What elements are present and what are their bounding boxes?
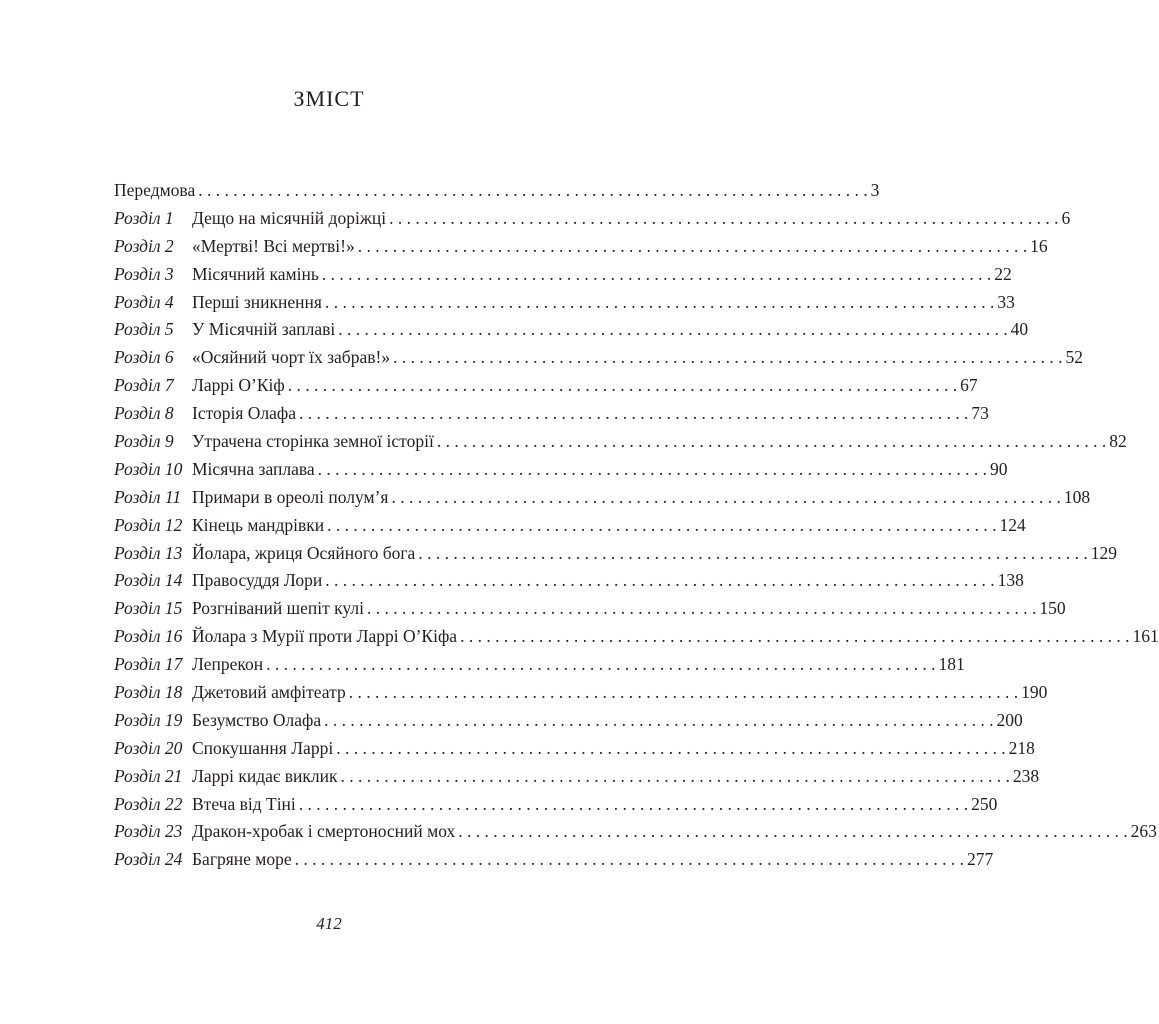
toc-entry-page: 73 xyxy=(971,403,989,424)
toc-entry-page: 218 xyxy=(1008,737,1035,758)
toc-entry-title: Ларрі О’Кіф xyxy=(192,375,285,396)
toc-entry-title: Ларрі кидає виклик xyxy=(192,765,338,786)
dot-leader xyxy=(325,292,994,312)
toc-entry-page: 3 xyxy=(870,180,880,200)
toc-entry-title: У Місячній заплаві xyxy=(192,319,336,340)
toc-entry-label: Розділ 9 xyxy=(114,431,174,452)
toc-entry-label: Розділ 3 xyxy=(114,263,174,284)
toc-entry-title: Джетовий амфітеатр xyxy=(192,682,346,703)
dot-leader xyxy=(299,794,968,814)
toc-row xyxy=(114,263,1012,292)
toc-row xyxy=(114,570,1024,598)
toc-entry-page: 108 xyxy=(1063,486,1091,507)
dot-leader xyxy=(266,654,935,674)
toc-entry-title: Кінець мандрівки xyxy=(192,514,325,535)
dot-leader xyxy=(367,598,1036,618)
toc-row xyxy=(114,682,1048,710)
dot-leader xyxy=(324,710,993,730)
toc-row xyxy=(114,347,1083,375)
toc-row xyxy=(114,291,1015,320)
toc-entry-page: 22 xyxy=(994,263,1012,284)
dot-leader xyxy=(325,570,994,590)
toc-entry-label: Розділ 6 xyxy=(114,347,174,368)
toc-entry-label: Розділ 14 xyxy=(114,570,183,591)
toc-entry-page: 190 xyxy=(1021,682,1048,703)
toc-entry-page: 124 xyxy=(999,514,1026,535)
toc-entry-title: Історія Олафа xyxy=(192,403,297,424)
toc-entry-label: Розділ 13 xyxy=(114,542,183,563)
toc-entry-label: Розділ 8 xyxy=(114,403,174,424)
toc-entry-title: Місячна заплава xyxy=(192,458,315,479)
toc-entry-label: Розділ 1 xyxy=(114,207,174,228)
toc-entry-title: Йолара, жриця Осяйного бога xyxy=(192,542,416,563)
dot-leader xyxy=(460,626,1129,646)
toc-entry-title: «Осяйний чорт їх забрав!» xyxy=(192,347,391,368)
dot-leader xyxy=(391,487,1060,507)
toc-entry-page: 263 xyxy=(1130,821,1157,842)
toc-entry-label: Розділ 10 xyxy=(114,458,183,479)
toc-entry-title: Йолара з Мурії проти Ларрі О’Кіфа xyxy=(192,626,458,647)
toc-entry-label: Розділ 21 xyxy=(114,765,183,786)
toc-row xyxy=(114,431,1127,459)
toc-entry-page: 129 xyxy=(1090,542,1117,563)
toc-entry-page: 200 xyxy=(996,709,1023,730)
toc-entry-page: 6 xyxy=(1061,207,1071,228)
page-number: 412 xyxy=(316,914,342,933)
dot-leader xyxy=(458,821,1127,841)
toc-entry-label: Розділ 7 xyxy=(114,375,174,396)
toc-entry-label: Розділ 2 xyxy=(114,235,174,256)
toc-entry-page: 16 xyxy=(1030,235,1048,256)
toc-entry-title: «Мертві! Всі мертві!» xyxy=(192,235,355,256)
toc-entry-label: Розділ 5 xyxy=(114,319,174,340)
dot-leader xyxy=(295,849,964,869)
toc-entry-label: Розділ 24 xyxy=(114,849,183,870)
dot-leader xyxy=(349,682,1018,702)
toc-row xyxy=(114,821,1157,849)
dot-leader xyxy=(322,264,991,284)
toc-entry-title: Передмова xyxy=(114,180,196,200)
dot-leader xyxy=(318,459,987,479)
toc-entry-title: Дракон-хробак і смертоносний мох xyxy=(192,821,456,842)
toc-entry-page: 181 xyxy=(938,654,965,675)
toc-row xyxy=(114,793,998,822)
toc-entry-title: Місячний камінь xyxy=(192,263,319,284)
toc-entry-label: Розділ 19 xyxy=(114,709,183,730)
toc-entry-page: 161 xyxy=(1132,626,1159,647)
toc-entry-page: 277 xyxy=(967,849,994,870)
toc-entry-title: Розгніваний шепіт кулі xyxy=(192,598,364,619)
toc-entry-page: 52 xyxy=(1065,347,1083,368)
dot-leader xyxy=(437,431,1106,451)
toc-entry-title: Безумство Олафа xyxy=(192,709,322,730)
dot-leader xyxy=(288,375,957,395)
dot-leader xyxy=(389,208,1058,228)
table-of-contents xyxy=(114,180,1159,877)
toc-row xyxy=(114,458,1008,487)
toc-row xyxy=(114,235,1048,264)
dot-leader xyxy=(393,347,1062,367)
dot-leader xyxy=(358,236,1027,256)
toc-row-preface xyxy=(114,180,880,208)
toc-entry-page: 90 xyxy=(990,458,1008,479)
toc-entry-title: Лепрекон xyxy=(192,654,264,675)
dot-leader xyxy=(336,738,1005,758)
toc-row xyxy=(114,542,1117,571)
toc-row xyxy=(114,319,1029,347)
toc-entry-label: Розділ 11 xyxy=(114,486,182,507)
toc-entry-label: Розділ 22 xyxy=(114,793,183,814)
toc-entry-title: Примари в ореолі полум’я xyxy=(192,486,389,507)
toc-entry-page: 40 xyxy=(1010,319,1029,340)
toc-row xyxy=(114,626,1159,654)
dot-leader xyxy=(418,543,1087,563)
toc-row xyxy=(114,709,1023,738)
toc-entry-title: Спокушання Ларрі xyxy=(192,737,334,758)
toc-entry-label: Розділ 16 xyxy=(114,626,183,647)
toc-entry-label: Розділ 23 xyxy=(114,821,183,842)
dot-leader xyxy=(299,403,968,423)
toc-entry-title: Втеча від Тіні xyxy=(192,793,296,814)
dot-leader xyxy=(327,515,996,535)
toc-entry-title: Правосуддя Лори xyxy=(192,570,323,591)
toc-row xyxy=(114,375,978,403)
toc-row xyxy=(114,486,1091,515)
toc-entry-label: Розділ 17 xyxy=(114,654,183,675)
toc-entry-title: Перші зникнення xyxy=(192,291,322,312)
toc-entry-label: Розділ 20 xyxy=(114,737,183,758)
toc-row xyxy=(114,207,1071,236)
toc-row xyxy=(114,849,994,877)
toc-entry-page: 150 xyxy=(1039,598,1066,619)
toc-entry-label: Розділ 18 xyxy=(114,682,183,703)
dot-leader xyxy=(338,319,1007,339)
page-title: ЗМІСТ xyxy=(293,86,365,111)
toc-row xyxy=(114,598,1066,626)
toc-entry-page: 250 xyxy=(971,793,998,814)
toc-row xyxy=(114,737,1035,766)
toc-entry-page: 33 xyxy=(997,291,1015,312)
dot-leader xyxy=(341,766,1010,786)
toc-entry-page: 67 xyxy=(960,375,978,396)
toc-entry-page: 238 xyxy=(1012,765,1040,786)
toc-entry-page: 82 xyxy=(1109,431,1127,452)
dot-leader xyxy=(198,180,867,200)
toc-entry-label: Розділ 4 xyxy=(114,291,174,312)
toc-row xyxy=(114,514,1026,543)
toc-entry-label: Розділ 15 xyxy=(114,598,183,619)
toc-entry-page: 138 xyxy=(997,570,1024,591)
toc-row xyxy=(114,654,965,682)
toc-entry-title: Багряне море xyxy=(192,849,292,870)
toc-row xyxy=(114,403,989,431)
toc-entry-title: Дещо на місячній доріжці xyxy=(192,207,387,228)
toc-entry-title: Утрачена сторінка земної історії xyxy=(192,431,434,452)
toc-entry-label: Розділ 12 xyxy=(114,514,183,535)
toc-row xyxy=(114,765,1040,794)
